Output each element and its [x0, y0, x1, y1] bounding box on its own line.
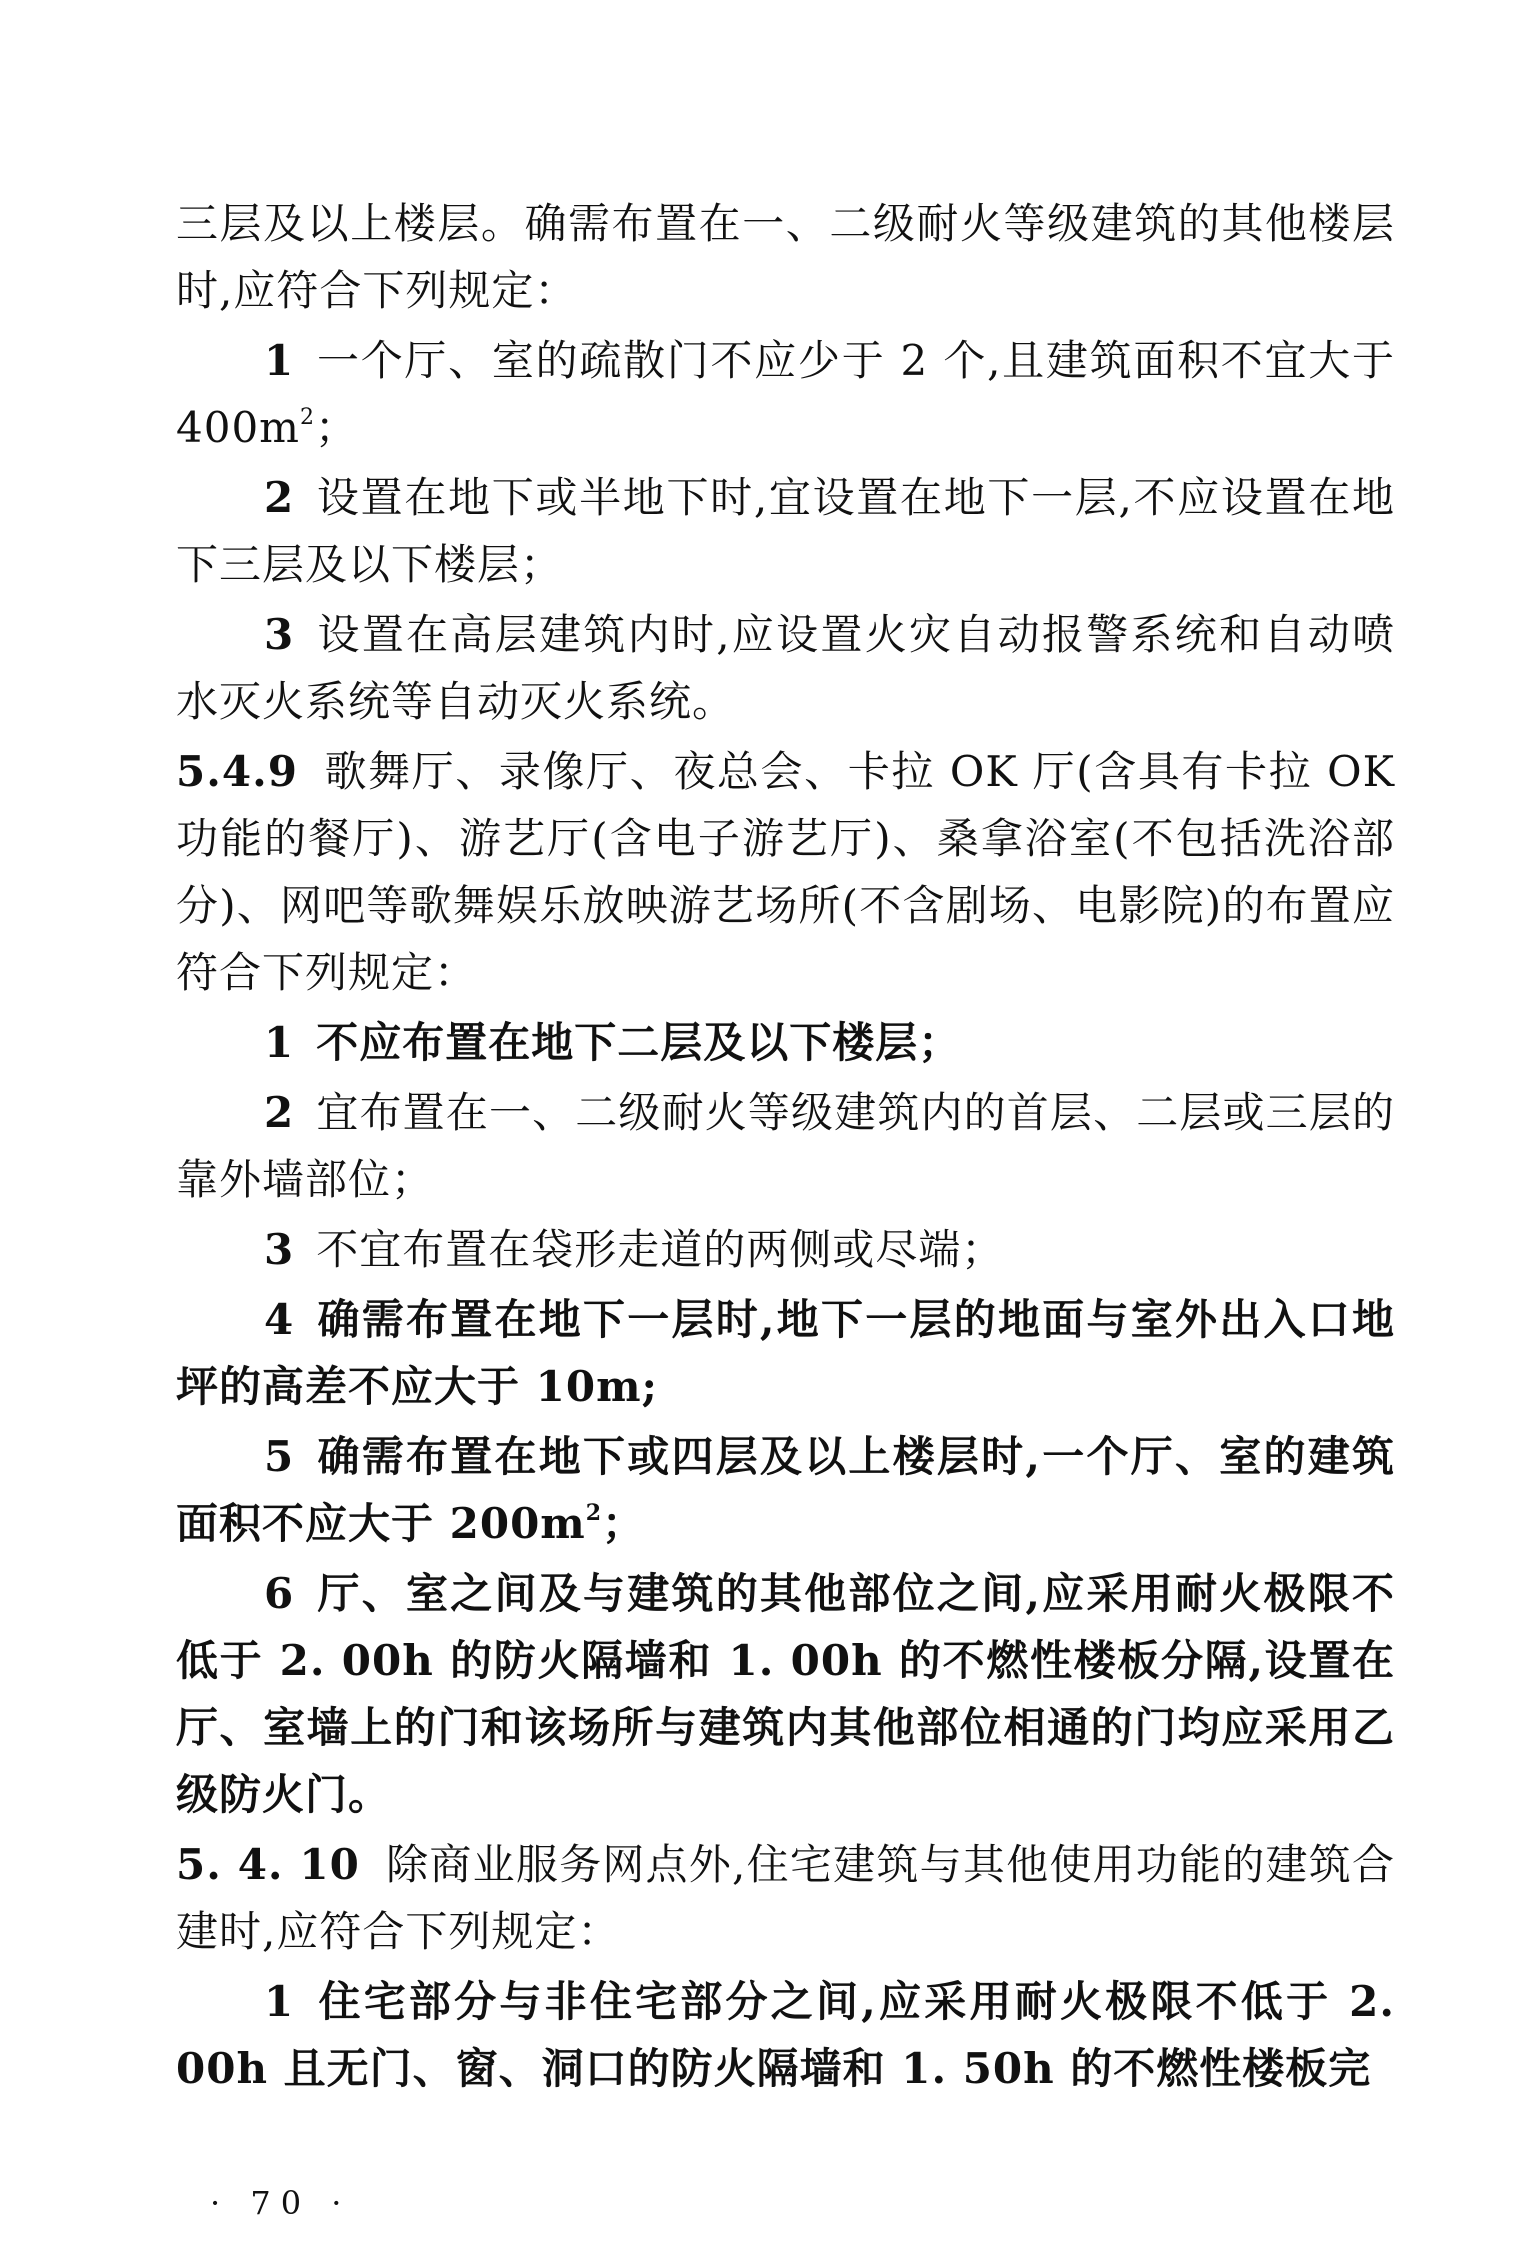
list-item-2	[176, 464, 1395, 598]
clause-number: 5.4.9	[176, 747, 298, 796]
superscript: 2	[300, 405, 315, 430]
item-text: 宜布置在一、二级耐火等级建筑内的首层、二层或三层的靠外墙部位；	[176, 1088, 1395, 1204]
clause-5-4-9	[176, 738, 1395, 1006]
paragraph-continuation	[176, 190, 1395, 324]
item-number: 1	[264, 336, 295, 385]
item-text: 不应布置在地下二层及以下楼层；	[316, 1018, 962, 1067]
item-end-punct: ；	[602, 1499, 646, 1548]
item-number: 1	[264, 1977, 295, 2026]
list-item-4-bold	[176, 1286, 1395, 1420]
item-number: 3	[264, 1225, 295, 1274]
list-item-5-bold	[176, 1423, 1395, 1557]
page-number: · 70 ·	[210, 2184, 352, 2222]
item-text: 住宅部分与非住宅部分之间,应采用耐火极限不低于 2. 00h 且无门、窗、洞口的防火隔墙和 1. 50h 的不燃性楼板完	[176, 1977, 1395, 2093]
list-item-6-bold	[176, 1560, 1395, 1828]
item-text: 设置在高层建筑内时,应设置火灾自动报警系统和自动喷水灭火系统等自动灭火系统。	[176, 610, 1395, 726]
clause-text: 除商业服务网点外,住宅建筑与其他使用功能的建筑合建时,应符合下列规定：	[176, 1840, 1395, 1956]
item-number: 4	[264, 1295, 295, 1344]
item-text: 确需布置在地下或四层及以上楼层时,一个厅、室的建筑面积不应大于 200m	[176, 1432, 1395, 1548]
clause-5-4-10	[176, 1831, 1395, 1965]
paragraph-text: 三层及以上楼层。确需布置在一、二级耐火等级建筑的其他楼层时,应符合下列规定：	[176, 199, 1395, 315]
clause-number: 5. 4. 10	[176, 1840, 360, 1889]
item-end-punct: ；	[315, 403, 359, 452]
list-item-1-bold	[176, 1009, 1395, 1076]
list-item-1-bold-residential	[176, 1968, 1395, 2102]
item-number: 5	[264, 1432, 295, 1481]
item-number: 2	[264, 473, 295, 522]
item-number: 1	[264, 1018, 295, 1067]
item-text: 设置在地下或半地下时,宜设置在地下一层,不应设置在地下三层及以下楼层；	[176, 473, 1395, 589]
item-number: 2	[264, 1088, 295, 1137]
list-item-3	[176, 601, 1395, 735]
item-text: 确需布置在地下一层时,地下一层的地面与室外出入口地坪的高差不应大于 10m;	[176, 1295, 1395, 1411]
item-number: 6	[264, 1569, 295, 1618]
item-number: 3	[264, 610, 295, 659]
item-text: 不宜布置在袋形走道的两侧或尽端；	[316, 1225, 1005, 1274]
item-text: 一个厅、室的疏散门不应少于 2 个,且建筑面积不宜大于 400m	[176, 336, 1395, 452]
list-item-2-normal	[176, 1079, 1395, 1213]
clause-text: 歌舞厅、录像厅、夜总会、卡拉 OK 厅(含具有卡拉 OK 功能的餐厅)、游艺厅(含电子游艺厅)、桑拿浴室(不包括洗浴部分)、网吧等歌舞娱乐放映游艺场所(不含剧场、电影院)的布置应符合下列规定：	[176, 747, 1395, 997]
superscript: 2	[585, 1500, 603, 1526]
item-text: 厅、室之间及与建筑的其他部位之间,应采用耐火极限不低于 2. 00h 的防火隔墙和 1. 00h 的不燃性楼板分隔,设置在厅、室墙上的门和该场所与建筑内其他部位相通的门均应采用乙级防火门。	[176, 1569, 1395, 1819]
list-item-3-normal	[176, 1216, 1395, 1283]
list-item-1	[176, 327, 1395, 461]
